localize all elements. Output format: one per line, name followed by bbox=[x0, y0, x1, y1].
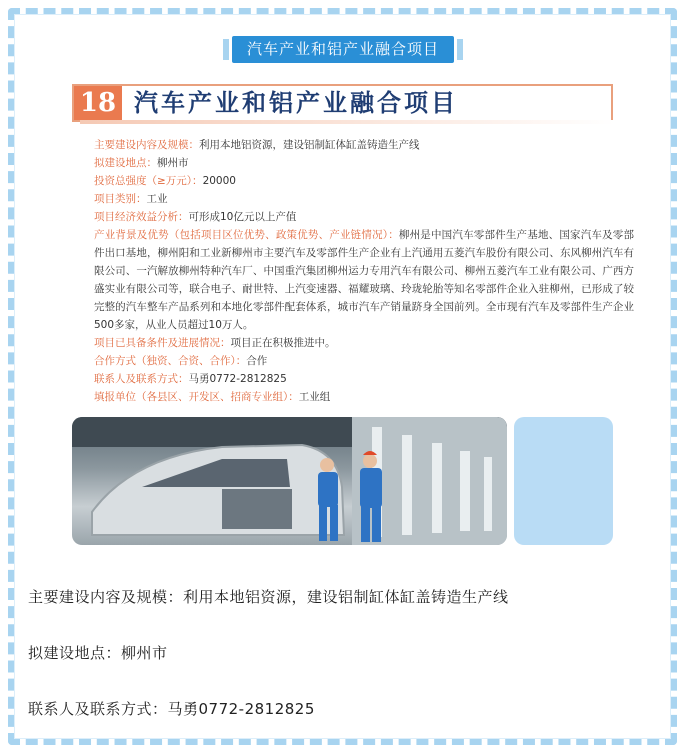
info-value: 利用本地铝资源，建设铝制缸体缸盖铸造生产线 bbox=[199, 139, 420, 151]
info-value: 工业 bbox=[146, 193, 168, 205]
info-row bbox=[94, 136, 634, 154]
info-key: 主要建设内容及规模： bbox=[94, 139, 199, 151]
info-row bbox=[94, 190, 634, 208]
background-key: 产业背景及优势（包括项目区位优势、政策优势、产业链情况）： bbox=[94, 229, 399, 241]
info-value: 工业组 bbox=[298, 391, 331, 403]
info-row bbox=[94, 334, 634, 352]
info-key: 项目类别： bbox=[94, 193, 147, 205]
info-row bbox=[94, 388, 634, 406]
info-value: 项目正在积极推进中。 bbox=[230, 337, 336, 349]
background-paragraph bbox=[94, 226, 634, 334]
summary-line-1: 主要建设内容及规模：利用本地铝资源，建设铝制缸体缸盖铸造生产线 bbox=[28, 588, 509, 606]
title-bar bbox=[72, 84, 613, 122]
title-underline bbox=[80, 120, 615, 124]
info-row bbox=[94, 352, 634, 370]
info-key: 项目经济效益分析： bbox=[94, 211, 189, 223]
project-number: 18 bbox=[74, 86, 122, 120]
info-value: 可形成10亿元以上产值 bbox=[188, 211, 297, 223]
decorative-block bbox=[514, 417, 613, 545]
summary-line-3: 联系人及联系方式：马勇0772-2812825 bbox=[28, 700, 315, 718]
info-row bbox=[94, 154, 634, 172]
info-value: 20000 bbox=[202, 175, 236, 187]
info-row bbox=[94, 370, 634, 388]
project-title: 汽车产业和铝产业融合项目 bbox=[134, 88, 458, 117]
project-info bbox=[94, 136, 634, 406]
info-key: 合作方式（独资、合资、合作）： bbox=[94, 355, 247, 367]
info-row bbox=[94, 208, 634, 226]
info-value: 马勇0772-2812825 bbox=[188, 373, 287, 385]
info-key: 投资总强度（≥万元）： bbox=[94, 175, 203, 187]
summary-line-2: 拟建设地点：柳州市 bbox=[28, 644, 168, 662]
factory-photo bbox=[72, 417, 507, 545]
info-key: 项目已具备条件及进展情况： bbox=[94, 337, 231, 349]
info-key: 填报单位（各县区、开发区、招商专业组）： bbox=[94, 391, 299, 403]
top-banner: 汽车产业和铝产业融合项目 bbox=[232, 36, 454, 63]
info-key: 拟建设地点： bbox=[94, 157, 157, 169]
project-card bbox=[20, 78, 665, 570]
info-row bbox=[94, 172, 634, 190]
background-value: 柳州是中国汽车零部件生产基地、国家汽车及零部件出口基地，柳州阳和工业新柳州市主要汽车及零部件生产企业有上汽通用五菱汽车股份有限公司、东风柳州汽车有限公司、一汽解放柳州特种汽车厂、中国重汽集团柳州运力专用汽车有限公司、柳州五菱汽车工业有限公司、广西方盛实业有限公司等，联合电子、耐世特、上汽变速器、福耀玻璃、玲珑轮胎等知名零部件企业入驻柳州，已形成了较完整的汽车整车产品系列和本地化零部件配套体系，城市汽车产销量跻身全国前列。全市现有汽车及零部件生产企业500多家，从业人员超过10万人。 bbox=[94, 229, 635, 331]
info-value: 合作 bbox=[246, 355, 268, 367]
info-key: 联系人及联系方式： bbox=[94, 373, 189, 385]
info-value: 柳州市 bbox=[157, 157, 189, 169]
